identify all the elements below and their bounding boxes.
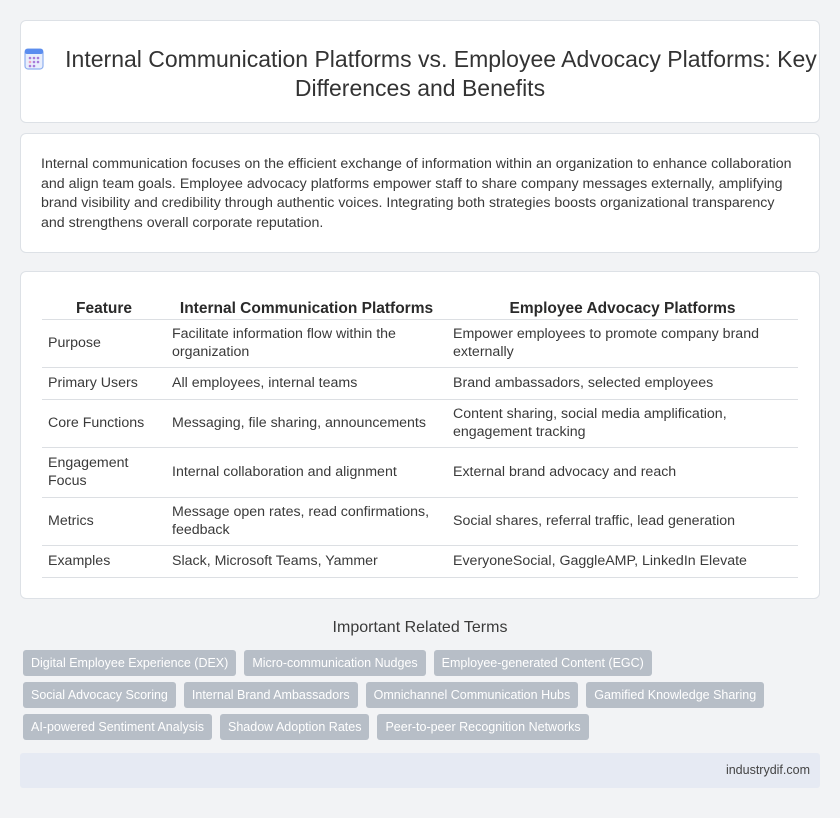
table-row xyxy=(42,497,798,545)
table-row xyxy=(42,399,798,447)
related-term-tag[interactable]: Micro-communication Nudges xyxy=(244,650,425,676)
table-cell: Facilitate information flow within the organization xyxy=(166,319,447,367)
table-row xyxy=(42,367,798,399)
related-term-tag[interactable]: Internal Brand Ambassadors xyxy=(184,682,358,708)
related-term-tag[interactable]: Employee-generated Content (EGC) xyxy=(434,650,652,676)
comparison-table xyxy=(42,294,798,578)
document-icon xyxy=(23,48,45,70)
intro-paragraph: Internal communication focuses on the efficient exchange of information within an organization to enhance collaboration and align team goals. Employee advocacy platforms empower staff to share company messages externally, amplifying brand visibility and credibility through authentic voices. Integrating both strategies boosts organizational transparency and strengthens overall corporate reputation. xyxy=(41,156,792,231)
related-term-tag[interactable]: Peer-to-peer Recognition Networks xyxy=(377,714,588,740)
table-cell: Content sharing, social media amplification, engagement tracking xyxy=(447,399,798,447)
page-title: Internal Communication Platforms vs. Employee Advocacy Platforms: Key Differences and Benefits xyxy=(65,46,817,101)
table-row xyxy=(42,319,798,367)
related-term-tag[interactable]: Social Advocacy Scoring xyxy=(23,682,176,708)
table-row xyxy=(42,447,798,497)
table-header-row xyxy=(42,294,798,319)
table-cell: Engagement Focus xyxy=(42,447,166,497)
table-row xyxy=(42,545,798,577)
table-cell: Empower employees to promote company brand externally xyxy=(447,319,798,367)
table-cell: All employees, internal teams xyxy=(166,367,447,399)
table-cell: Brand ambassadors, selected employees xyxy=(447,367,798,399)
table-cell: Message open rates, read confirmations, feedback xyxy=(166,497,447,545)
table-cell: Internal collaboration and alignment xyxy=(166,447,447,497)
intro-card xyxy=(20,133,820,253)
related-term-tag[interactable]: Shadow Adoption Rates xyxy=(220,714,369,740)
column-header: Feature xyxy=(76,299,132,317)
table-cell: Examples xyxy=(42,545,166,577)
related-terms-title: Important Related Terms xyxy=(332,619,508,636)
table-cell: Slack, Microsoft Teams, Yammer xyxy=(166,545,447,577)
related-term-tag[interactable]: AI-powered Sentiment Analysis xyxy=(23,714,212,740)
table-cell: Core Functions xyxy=(42,399,166,447)
page-title-wrap xyxy=(21,45,819,103)
related-term-tag[interactable]: Gamified Knowledge Sharing xyxy=(586,682,764,708)
column-header: Employee Advocacy Platforms xyxy=(509,299,736,317)
footer xyxy=(20,753,820,788)
footer-site-link[interactable]: industrydif.com xyxy=(725,763,810,777)
table-cell: Purpose xyxy=(42,319,166,367)
related-term-tag[interactable]: Omnichannel Communication Hubs xyxy=(366,682,579,708)
comparison-card xyxy=(20,271,820,599)
table-cell: Messaging, file sharing, announcements xyxy=(166,399,447,447)
table-cell: Social shares, referral traffic, lead generation xyxy=(447,497,798,545)
table-cell: External brand advocacy and reach xyxy=(447,447,798,497)
column-header: Internal Communication Platforms xyxy=(179,299,434,317)
related-terms-list xyxy=(23,650,783,746)
table-cell: Metrics xyxy=(42,497,166,545)
table-cell: Primary Users xyxy=(42,367,166,399)
related-term-tag[interactable]: Digital Employee Experience (DEX) xyxy=(23,650,236,676)
table-cell: EveryoneSocial, GaggleAMP, LinkedIn Elevate xyxy=(447,545,798,577)
header-card xyxy=(20,20,820,123)
